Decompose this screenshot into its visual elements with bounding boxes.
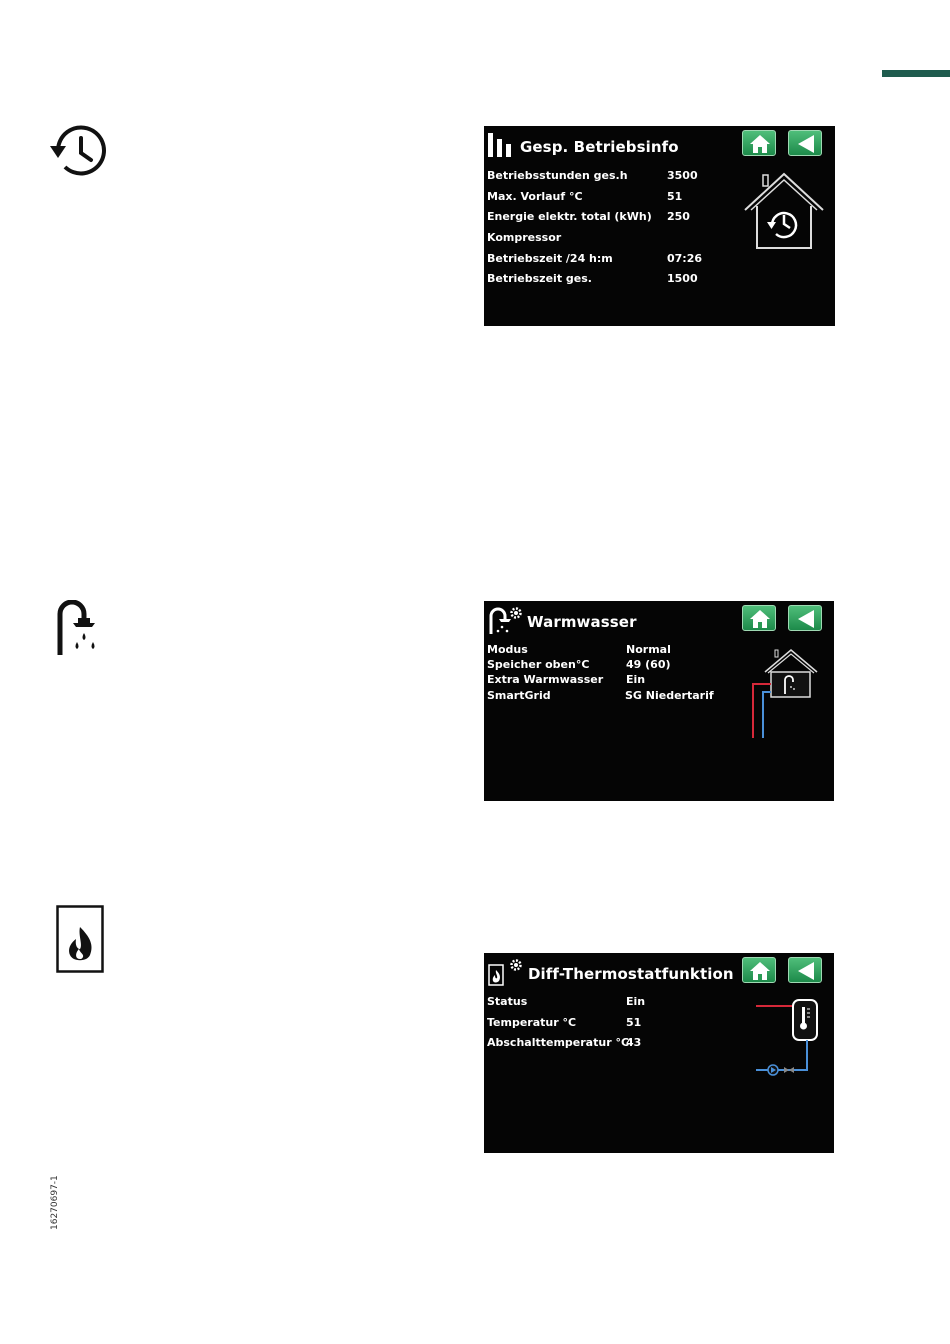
screen-title: Warmwasser <box>527 613 637 631</box>
row-label: Betriebszeit ges. <box>487 272 592 285</box>
house-history-icon <box>742 170 826 256</box>
row-value: 51 <box>667 190 683 203</box>
row-value: 250 <box>667 210 690 223</box>
row-label: Modus <box>487 643 528 656</box>
row-label: Status <box>487 995 528 1008</box>
row-label: Energie elektr. total (kWh) <box>487 210 652 223</box>
row-value: SG Niedertarif <box>625 689 714 702</box>
history-icon <box>48 124 108 180</box>
row-label: Temperatur °C <box>487 1016 577 1029</box>
row-label: Betriebsstunden ges.h <box>487 169 628 182</box>
back-button[interactable] <box>788 130 822 156</box>
screen-warmwasser <box>484 601 834 801</box>
row-label: Speicher oben°C <box>487 658 590 671</box>
hot-water-settings-icon <box>487 605 523 639</box>
row-value: Normal <box>626 643 671 656</box>
home-button[interactable] <box>742 605 776 631</box>
row-value: 1500 <box>667 272 698 285</box>
row-label: Abschalttemperatur °C <box>487 1036 630 1049</box>
home-icon <box>743 131 777 157</box>
screen-title: Gesp. Betriebsinfo <box>520 138 679 156</box>
row-value: 07:26 <box>667 252 703 265</box>
row-value: 51 <box>626 1016 642 1029</box>
home-button[interactable] <box>742 957 776 983</box>
home-button[interactable] <box>742 130 776 156</box>
thermostat-diagram <box>754 997 824 1087</box>
row-label: SmartGrid <box>487 689 551 702</box>
back-arrow-icon <box>789 958 823 984</box>
home-icon <box>743 606 777 632</box>
row-value: 49 (60) <box>626 658 671 671</box>
screen-diffthermostat <box>484 953 834 1153</box>
document-id: 16270697-1 <box>50 1175 60 1230</box>
back-button[interactable] <box>788 605 822 631</box>
back-arrow-icon <box>789 131 823 157</box>
row-value: 3500 <box>667 169 698 182</box>
row-value: Ein <box>626 995 646 1008</box>
hot-water-tap-icon <box>55 600 107 658</box>
bar-chart-icon <box>487 130 515 162</box>
accent-bar <box>882 70 950 77</box>
boiler-settings-icon <box>487 957 523 991</box>
row-label: Betriebszeit /24 h:m <box>487 252 613 265</box>
row-label: Extra Warmwasser <box>487 673 604 686</box>
flame-boiler-icon <box>56 905 104 973</box>
row-value: Ein <box>626 673 646 686</box>
row-label: Kompressor <box>487 231 562 244</box>
hot-water-diagram <box>748 647 822 745</box>
screen-title: Diff-Thermostatfunktion <box>528 965 734 983</box>
back-arrow-icon <box>789 606 823 632</box>
screen-betriebsinfo <box>484 126 835 326</box>
row-label: Max. Vorlauf °C <box>487 190 583 203</box>
back-button[interactable] <box>788 957 822 983</box>
row-value: 43 <box>626 1036 642 1049</box>
home-icon <box>743 958 777 984</box>
